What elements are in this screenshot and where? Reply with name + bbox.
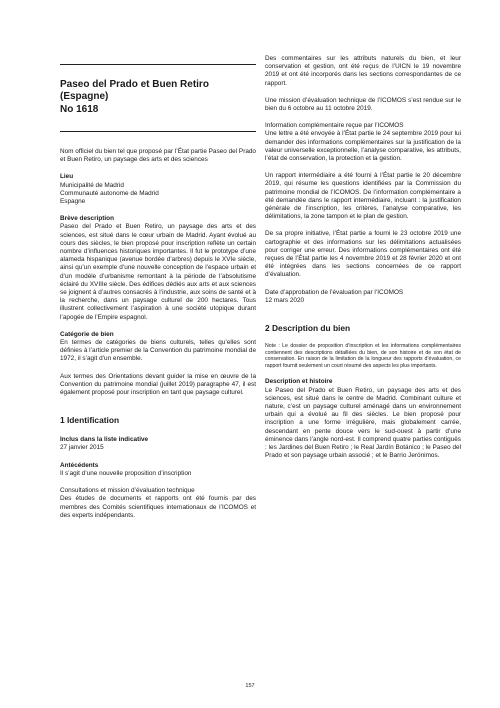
- title-line-3: No 1618: [60, 103, 99, 115]
- description-text: Le Paseo del Prado et Buen Retiro, un paysage des arts et des sciences, est situé dans le centre de Madrid. Combinant culture et nature, c’est un paysage culturel aménagé dans un environnement urbain qui a évolué au fil des siècles. Le bien proposé pour inscription a une forme irrégulière, mais globalement carrée, descendant en pente douce vers le sud-ouest à partir d’une éminence dans l’angle nord-est. Il comprend quatre parties contiguës : les Jardines del Buen Retiro ; le Real Jardín Botánico ; le Paseo del Prado et son paysage urbain associé ; et le Barrio Jerónimos.: [265, 386, 461, 460]
- description-heading: Description et histoire: [265, 378, 333, 386]
- mission-paragraph: Une mission d’évaluation technique de l’ICOMOS s’est rendue sur le bien du 6 octobre au 11 octobre 2019.: [265, 96, 461, 113]
- info-heading: Information complémentaire reçue par l’ICOMOS: [265, 122, 404, 130]
- inclus-date: 27 janvier 2015: [60, 444, 104, 452]
- inclus-heading: Inclus dans la liste indicative: [60, 436, 149, 444]
- lieu-line: Communauté autonome de Madrid: [60, 189, 159, 197]
- info-text: Une lettre a été envoyée à l’État partie le 24 septembre 2019 pour lui demander des informations complémentaires sur la justification de la valeur universelle exceptionnelle, l’analyse comparative, les attributs, l’état de conservation, la protection et la gestion.: [265, 130, 461, 163]
- breve-text: Paseo del Prado et Buen Retiro, un paysage des arts et des sciences, est situé dans le cœur urbain de Madrid. Ayant évolué au cours des siècles, le bien proposé pour inscription reflète un certain nombre d’influences historiques importantes. Il fut le prototype d’une alameda hispanique (avenue bordée d’arbres) depuis le XVIe siècle, ainsi qu’un exemple d’une nouvelle conception de l’espace urbain et d’un modèle d’urbanisme remontant à la période de l’absolutisme éclairé du XVIIIe siècle. Des édifices dédiés aux arts et aux sciences se joignent à d’autres consacrés à l’industrie, aux soins de santé et à la recherche, dans un paysage culturel de 200 hectares. Tous illustrent collectivement l’aspiration à une société utopique durant l’apogée de l’Empire espagnol.: [60, 223, 256, 321]
- approval-date: 12 mars 2020: [265, 296, 305, 304]
- consultations-text: Des études de documents et rapports ont été fournis par des membres des Comités scientifiques internationaux de l’ICOMOS et des experts indépendants.: [60, 495, 256, 519]
- lieu-line: Municipalité de Madrid: [60, 181, 124, 189]
- approval-date-heading: Date d’approbation de l’évaluation par l’ICOMOS: [265, 288, 404, 296]
- antecedents-text: Il s’agit d’une nouvelle proposition d’inscription: [60, 469, 192, 477]
- note-text: Note : Le dossier de proposition d’inscription et les informations complémentaires contiennent des descriptions détaillées du bien, de son histoire et de son état de conservation. En raison de la limitation de la longueur des rapports d’évaluation, ce rapport fournit seulement un court résumé des aspects les plus importants.: [265, 343, 461, 369]
- top-rule: [60, 64, 256, 65]
- title-line-2: (Espagne): [60, 91, 109, 103]
- rapport-text: Un rapport intermédiaire a été fourni à l’État partie le 20 décembre 2019, qui résume les questions identifiées par la Commission du patrimoine mondial de l’ICOMOS. De l’information complémentaire a été demandée dans le rapport intermédiaire, incluant : la justification générale de l’inscription, les critères, l’analyse comparative, les délimitations, la zone tampon et le plan de gestion.: [265, 172, 461, 221]
- title-line-1: Paseo del Prado et Buen Retiro: [60, 79, 209, 90]
- title-rule: [60, 131, 256, 132]
- lieu-line: Espagne: [60, 198, 86, 206]
- propre-initiative-text: De sa propre initiative, l’État partie a fourni le 23 octobre 2019 une cartographie et des informations sur les délimitations actualisées pour corriger une erreur. Des informations complémentaires ont été reçues de l’État partie les 4 novembre 2019 et 28 février 2020 et ont été intégrées dans les sections concernées de ce rapport d’évaluation.: [265, 230, 461, 279]
- lieu-heading: Lieu: [60, 173, 74, 181]
- section-1-heading: 1 Identification: [60, 415, 120, 426]
- consultations-heading: Consultations et mission d’évaluation technique: [60, 487, 195, 495]
- official-name: Nom officiel du bien tel que proposé par l’État partie Paseo del Prado et Buen Retiro, un paysage des arts et des sciences: [60, 148, 256, 164]
- breve-heading: Brève description: [60, 215, 114, 223]
- iucn-paragraph: Des commentaires sur les attributs naturels du bien, et leur conservation et gestion, ont été reçus de l’UICN le 19 novembre 2019 et ont été incorporés dans les sections correspondantes de ce rapport.: [265, 55, 461, 87]
- categorie-text: En termes de catégories de biens culturels, telles qu’elles sont définies à l’article premier de la Convention du patrimoine mondial de 1972, il s’agit d’un ensemble.: [60, 339, 256, 363]
- antecedents-heading: Antécédents: [60, 461, 99, 469]
- page-number: 157: [245, 683, 255, 689]
- section-2-heading: 2 Description du bien: [265, 323, 351, 334]
- aux-termes-text: Aux termes des Orientations devant guider la mise en œuvre de la Convention du patrimoine mondial (juillet 2019) paragraphe 47, il est également proposé pour inscription en tant que paysage culturel.: [60, 372, 256, 397]
- categorie-heading: Catégorie de bien: [60, 330, 114, 338]
